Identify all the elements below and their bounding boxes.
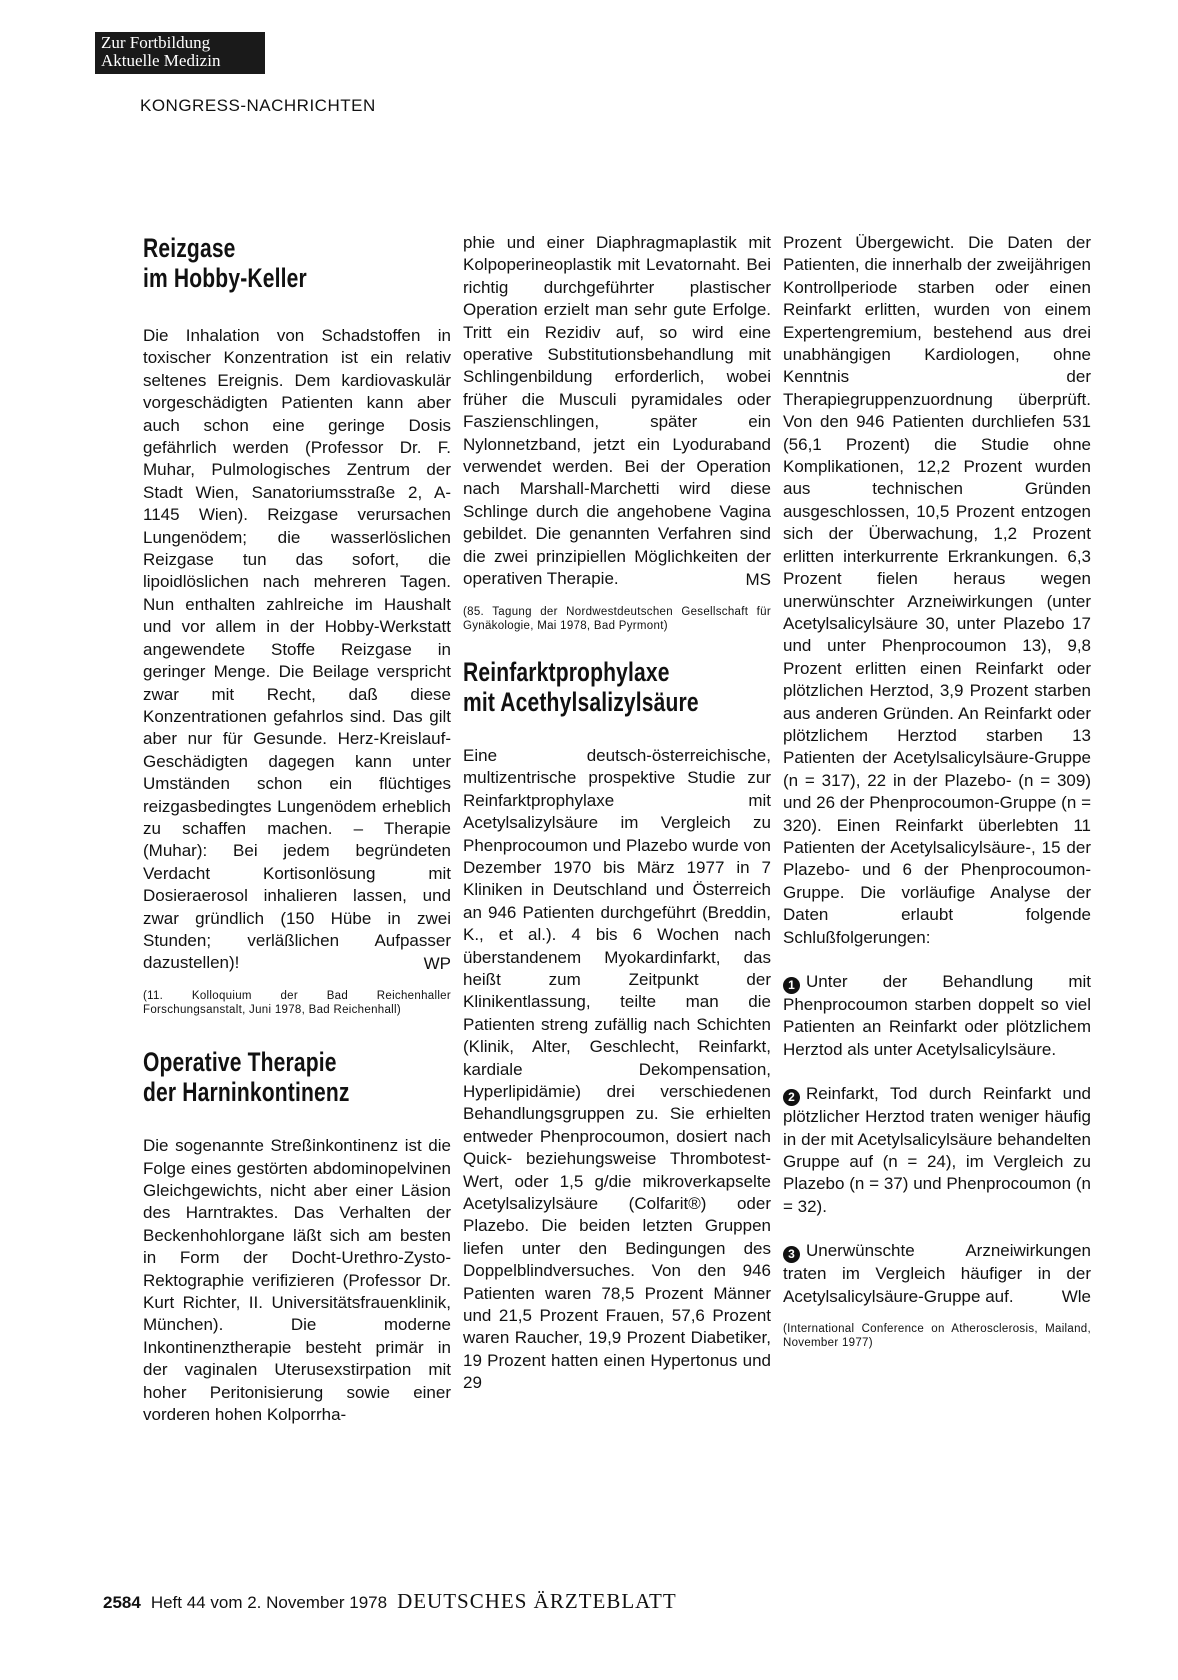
number-3-icon: 3: [783, 1246, 800, 1263]
rubric-line-2: Aktuelle Medizin: [101, 51, 221, 70]
section-label: KONGRESS-NACHRICHTEN: [140, 96, 376, 115]
rubric-tag: [95, 32, 265, 74]
issue-info: Heft 44 vom 2. November 1978: [150, 1593, 388, 1612]
article3-body-part2: Prozent Übergewicht. Die Daten der Patienten, die innerhalb der zweijährigen Kontrollperiode starben oder einen Reinfarkt erlitten, wurden von einem Expertengremium, bestehend aus drei unabhängigen Kardiologen, ohne Kenntnis der Therapiegruppenzuordnung überprüft. Von den 946 Patienten durchliefen 531 (56,1 Prozent) die Studie ohne Komplikationen, 12,2 Prozent wurden aus technischen Gründen ausgeschlossen, 10,5 Prozent entzogen sich der Überwachung, 1,2 Prozent erlitten interkurrente Erkrankungen. 6,3 Prozent fielen heraus wegen unerwünschter Arzneiwirkungen (unter Acetylsalicylsäure 30, unter Plazebo 17 und unter Phenprocoumon 13), 9,8 Prozent erlitten einen Reinfarkt oder plötzlichen Herztod, 3,9 Prozent starben aus anderen Gründen. An Reinfarkt oder plötzlichem Herztod starben 13 Patienten der Acetylsalicylsäure-Gruppe (n = 317), 22 in der Plazebo- (n = 309) und 26 der Phenprocoumon-Gruppe (n = 320). Einen Reinfarkt überlebten 11 Patienten der Acetylsalicylsäure-, 15 der Plazebo- und 6 der Phenprocoumon-Gruppe. Die vorläufige Analyse der Daten erlaubt folgende Schlußfolgerungen:: [783, 233, 1091, 947]
article3-signature: Wle: [1061, 1287, 1091, 1307]
number-1-icon: 1: [783, 977, 800, 994]
article3-source: (International Conference on Atherosclerosis, Mailand, November 1977): [783, 1323, 1091, 1350]
article1-source: (11. Kolloquium der Bad Reichenhaller Forschungsanstalt, Juni 1978, Bad Reichenhall): [143, 990, 451, 1017]
article2-body-part2: phie und einer Diaphragmaplastik mit Kolpoperineoplastik mit Levatornaht. Bei richtig durchgeführter plastischer Operation erzielt man sehr gute Erfolge. Tritt ein Rezidiv auf, so wird eine operative Substitutionsbehandlung mit Schlingenbildung erforderlich, wobei früher die Musculi pyramidales oder Faszienschlingen, später ein Nylonnetzband, jetzt ein Lyoduraband verwendet werden. Bei der Operation nach Marshall-Marchetti wird diese Schlinge durch die angehobene Vagina gebildet. Die genannten Verfahren sind die zwei prinzipiellen Möglichkeiten der operativen Therapie.: [463, 233, 771, 589]
column-3: [783, 232, 1091, 1350]
page-number: 2584: [103, 1593, 141, 1612]
conclusion-2: 2 Reinfarkt, Tod durch Reinfarkt und plötzlicher Herztod traten weniger häufig in der mit Acetylsalicylsäure behandelten Gruppe auf (n = 24), im Vergleich zu Plazebo (n = 37) und Phenprocoumon (n = 32).: [783, 1084, 1091, 1216]
article3-title: Reinfarktprophylaxe mit Acethylsalizylsäure: [463, 656, 699, 717]
article2-body-part1: Die sogenannte Streßinkontinenz ist die Folge eines gestörten abdominopelvinen Gleichgewichts, nicht aber einer Läsion des Harntraktes. Das Verhalten der Beckenhohlorgane läßt sich am besten in Form der Docht-Urethro-Zysto-Rektographie verifizieren (Professor Dr. Kurt Richter, II. Universitätsfrauenklinik, München). Die moderne Inkontinenztherapie besteht primär in der vaginalen Uterusexstirpation mit hoher Peritonisierung sowie einer vorderen hohen Kolporrha-: [143, 1136, 451, 1425]
article2-title: Operative Therapie der Harninkontinenz: [143, 1047, 350, 1108]
conclusion-3: 3 Unerwünschte Arzneiwirkungen traten im Vergleich häufiger in der Acetylsalicylsäure-Gruppe auf.: [783, 1241, 1091, 1306]
article1-signature: WP: [423, 953, 451, 973]
number-2-icon: 2: [783, 1089, 800, 1106]
article3-body-part1: Eine deutsch-österreichische, multizentrische prospektive Studie zur Reinfarktprophylaxe mit Acetylsalizylsäure im Vergleich zu Phenprocoumon und Plazebo wurde von Dezember 1970 bis März 1977 in 7 Kliniken in Deutschland und Österreich an 946 Patienten durchgeführt (Breddin, K., et al.). 4 bis 6 Wochen nach überstandenem Myokardinfarkt, das heißt zum Zeitpunkt der Klinikentlassung, teilte man die Patienten streng zufällig nach Schichten (Klinik, Alter, Geschlecht, Reinfarkt, kardiale Dekompensation, Hyperlipidämie) drei verschiedenen Behandlungsgruppen zu. Sie erhielten entweder Phenprocoumon, dosiert nach Quick- beziehungsweise Thrombotest-Wert, oder 1,5 g/die mikroverkapselte Acetylsalizylsäure (Colfarit®) oder Plazebo. Die beiden letzten Gruppen liefen unter den Bedingungen des Doppelblindversuches. Von den 946 Patienten waren 78,5 Prozent Männer und 21,5 Prozent Frauen, 57,6 Prozent waren Raucher, 19,9 Prozent Diabetiker, 19 Prozent hatten einen Hypertonus und 29: [463, 745, 771, 1393]
journal-name: DEUTSCHES ÄRZTEBLATT: [397, 1589, 677, 1613]
rubric-line-1: Zur Fortbildung: [101, 33, 211, 52]
article2-signature: MS: [745, 569, 771, 589]
page-footer: [103, 1589, 677, 1614]
conclusion-1: 1 Unter der Behandlung mit Phenprocoumon starben doppelt so viel Patienten an Reinfarkt oder plötzlichem Herztod als unter Acetylsalicylsäure.: [783, 972, 1091, 1059]
article2-source: (85. Tagung der Nordwestdeutschen Gesellschaft für Gynäkologie, Mai 1978, Bad Pyrmont): [463, 605, 771, 632]
article1-title: Reizgase im Hobby-Keller: [143, 233, 307, 293]
article1-body: Die Inhalation von Schadstoffen in toxischer Konzentration ist ein relativ seltenes Ereignis. Dem kardiovaskulär vorgeschädigten Patienten kann aber auch schon eine geringe Dosis gefährlich werden (Professor Dr. F. Muhar, Pulmologisches Zentrum der Stadt Wien, Sanatoriumsstraße 2, A-1145 Wien). Reizgase verursachen Lungenödem; die wasserlöslichen Reizgase tun das sofort, die lipoidlöslichen nach mehreren Tagen. Nun enthalten zahlreiche im Haushalt und vor allem in der Hobby-Werkstatt angewendete Stoffe Reizgase in geringer Menge. Die Beilage verspricht zwar mit Recht, daß diese Konzentrationen gefahrlos sind. Das gilt aber nur für Gesunde. Herz-Kreislauf-Geschädigten dagegen kann unter Umständen schon ein flüchtiges reizgasbedingtes Lungenödem erheblich zu schaffen machen. – Therapie (Muhar): Bei jedem begründeten Verdacht Kortisonlösung mit Dosieraerosol inhalieren lassen, und zwar gründlich (150 Hübe in zwei Stunden; verläßlichen Aufpasser dazustellen)!: [143, 326, 451, 973]
column-2: [463, 232, 771, 1395]
column-1: [143, 233, 451, 1426]
